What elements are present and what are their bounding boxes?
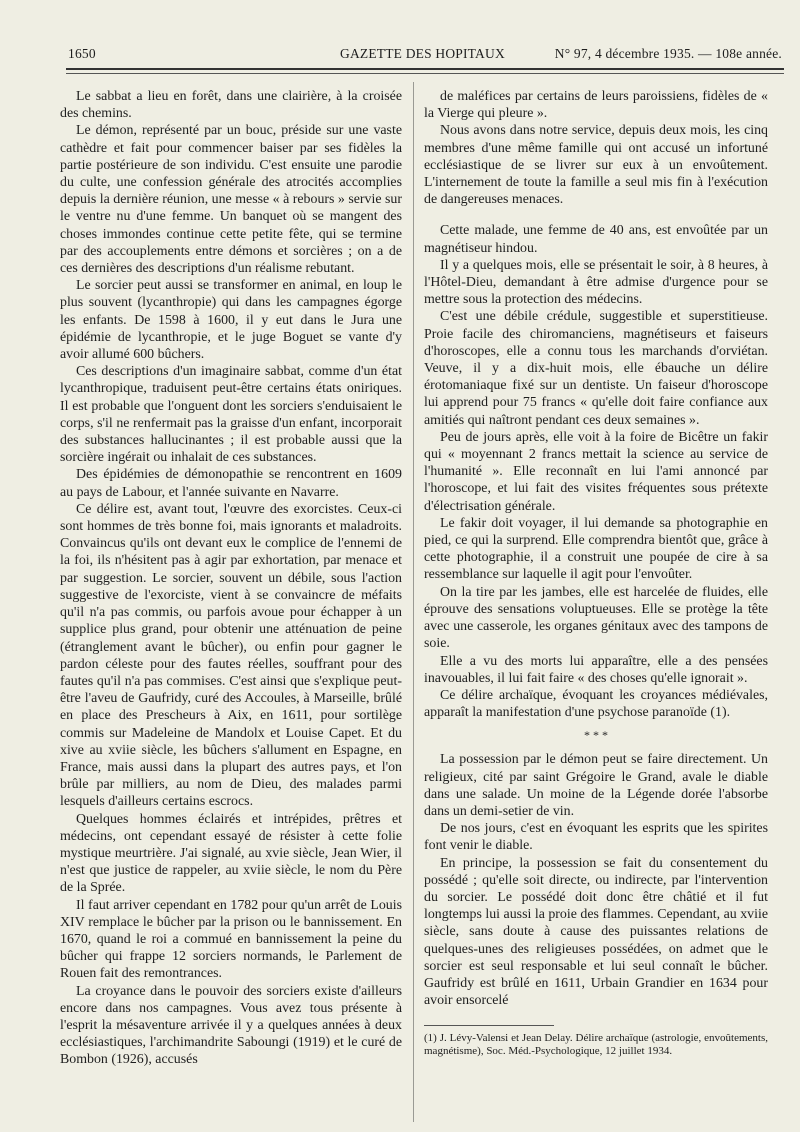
- paragraph: Ces descriptions d'un imaginaire sabbat, comme d'un état lycanthropique, traduisent peut-être certains états oniriques. Il est probable que l'onguent dont les sorciers s'enduisaient le corps, s'il ne renfermait pas la graisse d'un enfant, incorporait des substances hallucinantes ; il est probable aussi que la sorcière ingérait ou inhalait de ces substances.: [60, 364, 402, 466]
- paragraph: Cette malade, une femme de 40 ans, est envoûtée par un magnétiseur hindou.: [424, 223, 768, 256]
- paragraph: C'est une débile crédule, suggestible et superstitieuse. Proie facile des chiromanciens, magnétiseurs et faiseurs d'horoscopes, elle a connu tous les marchands d'orviétan. Veuve, il y a dix-huit mois, elle ébauche un délire érotomaniaque fixé sur un dentiste. Un faiseur d'horoscope lui apprend pour 75 francs « qu'elle doit faire confiance aux amitiés qui naîtront pendant ces deux semaines ».: [424, 309, 768, 428]
- paragraph: En principe, la possession se fait du consentement du possédé ; qu'elle soit directe, ou indirecte, par l'intervention du sorcier. Le possédé doit donc être châtié et il fut longtemps lui aussi la proie des flammes. Cependant, au xviie siècle, sans doute à cause des puissantes relations de quelques-unes des religieuses possédées, on admet que le sorcier est seul responsable et lui seul connaît le bûcher. Gaufridy est brûlé en 1611, Urbain Grandier en 1634 pour avoir ensorcelé: [424, 855, 768, 1009]
- left-column: [60, 88, 402, 1069]
- issue-info: N° 97, 4 décembre 1935. — 108e année.: [554, 46, 782, 61]
- footnote-rule: [424, 1025, 554, 1026]
- paragraph: Ce délire archaïque, évoquant les croyances médiévales, apparaît la manifestation d'une psychose paranoïde (1).: [424, 687, 768, 721]
- paragraph: Quelques hommes éclairés et intrépides, prêtres et médecins, ont cependant essayé de résister à cette folie mystique meurtrière. J'ai signalé, au xvie siècle, Jean Wier, il n'est que justice de rappeler, au xviie siècle, le nom du Père de la Sprée.: [60, 811, 402, 896]
- section-asterism: * * *: [584, 728, 608, 743]
- paragraph: Nous avons dans notre service, depuis deux mois, les cinq membres d'une même famille qui ont accusé un infortuné ecclésiastique de se livrer sur eux à un envoûtement. L'internement de toute la famille a seul mis fin à l'exécution de dangereuses menaces.: [424, 123, 768, 208]
- paragraph: Il faut arriver cependant en 1782 pour qu'un arrêt de Louis XIV remplace le bûcher par la prison ou le bannissement. En 1670, quand le roi a commué en bannissement la peine du bûcher qui frappe 12 sorciers normands, le Parlement de Rouen fait des remontrances.: [60, 897, 402, 982]
- journal-title: GAZETTE DES HOPITAUX: [340, 46, 505, 61]
- column-divider: [413, 82, 414, 1122]
- paragraph: Le sorcier peut aussi se transformer en animal, en loup le plus souvent (lycanthropie) qui dans les campagnes égorge les enfants. De 1598 à 1600, il y eut dans le Jura une épidémie de lycanthropie, et le juge Boguet se vante d'y avoir allumé 600 bûchers.: [60, 278, 402, 363]
- paragraph: Peu de jours après, elle voit à la foire de Bicêtre un fakir qui « moyennant 2 francs mettait la science au service de l'humanité ». Elle reconnaît en lui l'ami annoncé par l'horoscope, et lui fait des visites fréquentes sous prétexte d'électrisation générale.: [424, 429, 768, 514]
- page-number: 1650: [68, 46, 96, 61]
- footnote: (1) J. Lévy-Valensi et Jean Delay. Délire archaïque (astrologie, envoûtements, magnétisme), Soc. Méd.-Psychologique, 12 juillet 1934.: [424, 1032, 768, 1058]
- header-rule-thin: [66, 73, 784, 74]
- paragraph: Ce délire est, avant tout, l'œuvre des exorcistes. Ceux-ci sont hommes de très bonne foi, mais ignorants et maladroits. Convaincus qu'ils ont devant eux le complice de l'ennemi de la foi, ils n'hésitent pas à agir par exhortation, par menace et par suggestion. Le sorcier, souvent un débile, sous l'action suggestive de l'exorciste, vient à se convaincre de méfaits qu'il n'a pas commis, ou parfois avoue pour échapper à un supplice plus grand, pour obtenir une atténuation de peine (étranglement avant le bûcher), ou enfin pour gagner le pardon céleste pour des fautes réelles, souffrant pour des fautes qu'il n'a pas commises. C'est ainsi que s'explique peut-être l'aveu de Gaufridy, curé des Accoules, à Marseille, brûlé en place des Prescheurs à Aix, en 1611, pour sortilège commis sur Madeleine de Mandolx et Louise Capet. Et du xive au xviie siècle, les bûchers s'allument en Espagne, en France, mais aussi dans la plupart des autres pays, et l'on brûle par milliers, au nom de Dieu, des malades parmi lesquels d'ailleurs certains escrocs.: [60, 501, 402, 810]
- paragraph: La croyance dans le pouvoir des sorciers existe d'ailleurs encore dans nos campagnes. Vous avez tous présente à l'esprit la mésaventure arrivée il y a quelques années à deux ecclésiastiques, l'archimandrite Saboungi (1919) et le curé de Bombon (1926), accusés: [60, 983, 402, 1068]
- paragraph: Le démon, représenté par un bouc, préside sur une vaste cathèdre et fait pour commencer baiser par ses fidèles la partie postérieure de son individu. C'est ensuite une parodie du culte, une confession générale des atrocités accomplies depuis la dernière réunion, une messe « à rebours » servie sur le ventre nu d'une femme. Un banquet où se mangent des choses immondes continue cette petite fête, qui se termine par des accouplements entre démons et sorcières ; on a de ces dernières des descriptions d'un réalisme rebutant.: [60, 123, 402, 277]
- paragraph: Le sabbat a lieu en forêt, dans une clairière, à la croisée des chemins.: [60, 89, 402, 122]
- paragraph: On la tire par les jambes, elle est harcelée de fluides, elle éprouve des sensations voluptueuses. Elle se protège la tête avec une casserole, les organes génitaux avec des tampons de soie.: [424, 584, 768, 652]
- paragraph: de maléfices par certains de leurs paroissiens, fidèles de « la Vierge qui pleure ».: [424, 89, 768, 122]
- paragraph: Le fakir doit voyager, il lui demande sa photographie en pied, ce qui la surprend. Elle comprendra bientôt que, grâce à cette photographie, il a construit une poupée de cire à sa ressemblance sur laquelle il agit pour l'envoûter.: [424, 515, 768, 583]
- right-column: [424, 88, 768, 1058]
- paragraph: Des épidémies de démonopathie se rencontrent en 1609 au pays de Labour, et l'année suivante en Navarre.: [60, 467, 402, 500]
- paragraph: De nos jours, c'est en évoquant les esprits que les spirites font venir le diable.: [424, 821, 768, 854]
- spacer: [424, 208, 768, 222]
- header-rule: [66, 68, 784, 70]
- paragraph: Elle a vu des morts lui apparaître, elle a des pensées inavouables, il lui fait faire « des choses qu'elle ignorait ».: [424, 653, 768, 686]
- paragraph: Il y a quelques mois, elle se présentait le soir, à 8 heures, à l'Hôtel-Dieu, demandant à être admise d'urgence pour se mettre sous la protection des médecins.: [424, 257, 768, 308]
- paragraph: La possession par le démon peut se faire directement. Un religieux, cité par saint Grégoire le Grand, avale le diable dans une salade. Un moine de la Légende dorée l'absorbe dans un demi-setier de vin.: [424, 752, 768, 819]
